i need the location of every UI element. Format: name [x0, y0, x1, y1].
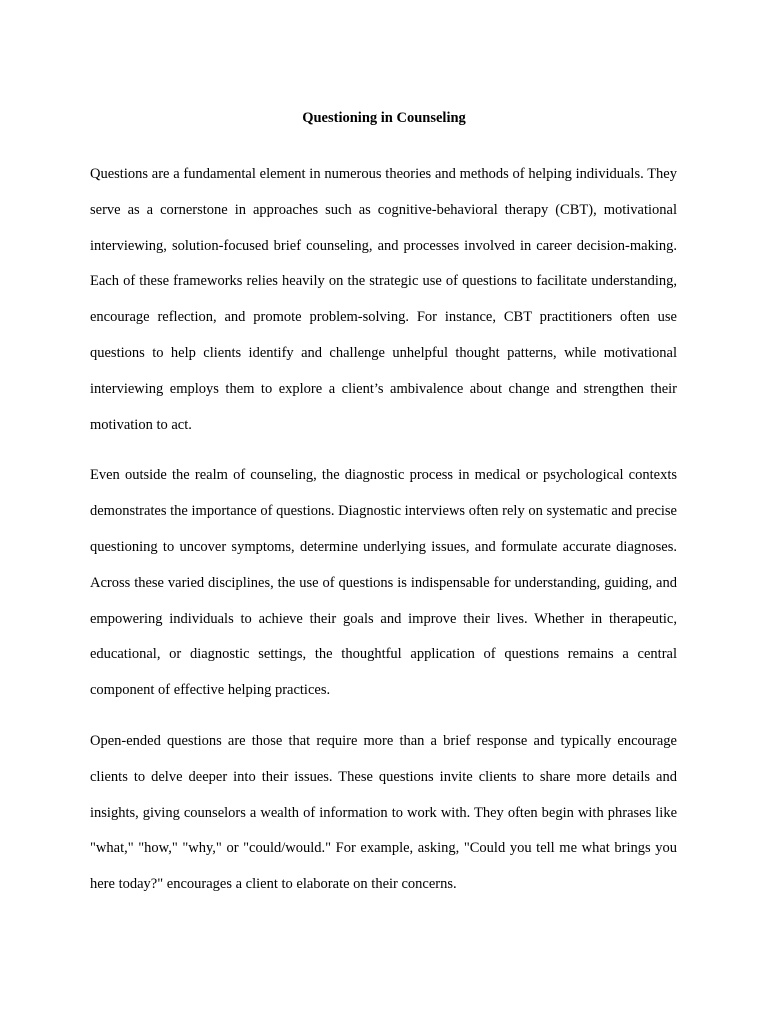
paragraph-2: Even outside the realm of counseling, the diagnostic process in medical or psychological contexts demonstrates the importance of questions. Diagnostic interviews often rely on systematic and precise questioning to uncover symptoms, determine underlying issues, and formulate accurate diagnoses. Across these varied disciplines, the use of questions is indispensable for understanding, guiding, and empowering individuals to achieve their goals and improve their lives. Whether in therapeutic, educational, or diagnostic settings, the thoughtful application of questions remains a central component of effective helping practices. — [90, 467, 677, 699]
document-title: Questioning in Counseling — [302, 110, 466, 126]
paragraph-1: Questions are a fundamental element in numerous theories and methods of helping individuals. They serve as a cornerstone in approaches such as cognitive-behavioral therapy (CBT), motivational interviewing, solution-focused brief counseling, and processes involved in career decision-making. Each of these frameworks relies heavily on the strategic use of questions to facilitate understanding, encourage reflection, and promote problem-solving. For instance, CBT practitioners often use questions to help clients identify and challenge unhelpful thought patterns, while motivational interviewing employs them to explore a client’s ambivalence about change and strengthen their motivation to act. — [90, 166, 677, 433]
paragraph-3: Open-ended questions are those that require more than a brief response and typically encourage clients to delve deeper into their issues. These questions invite clients to share more details and insights, giving counselors a wealth of information to work with. They often begin with phrases like "what," "how," "why," or "could/would." For example, asking, "Could you tell me what brings you here today?" encourages a client to elaborate on their concerns. — [90, 732, 677, 893]
document-body — [90, 157, 677, 918]
